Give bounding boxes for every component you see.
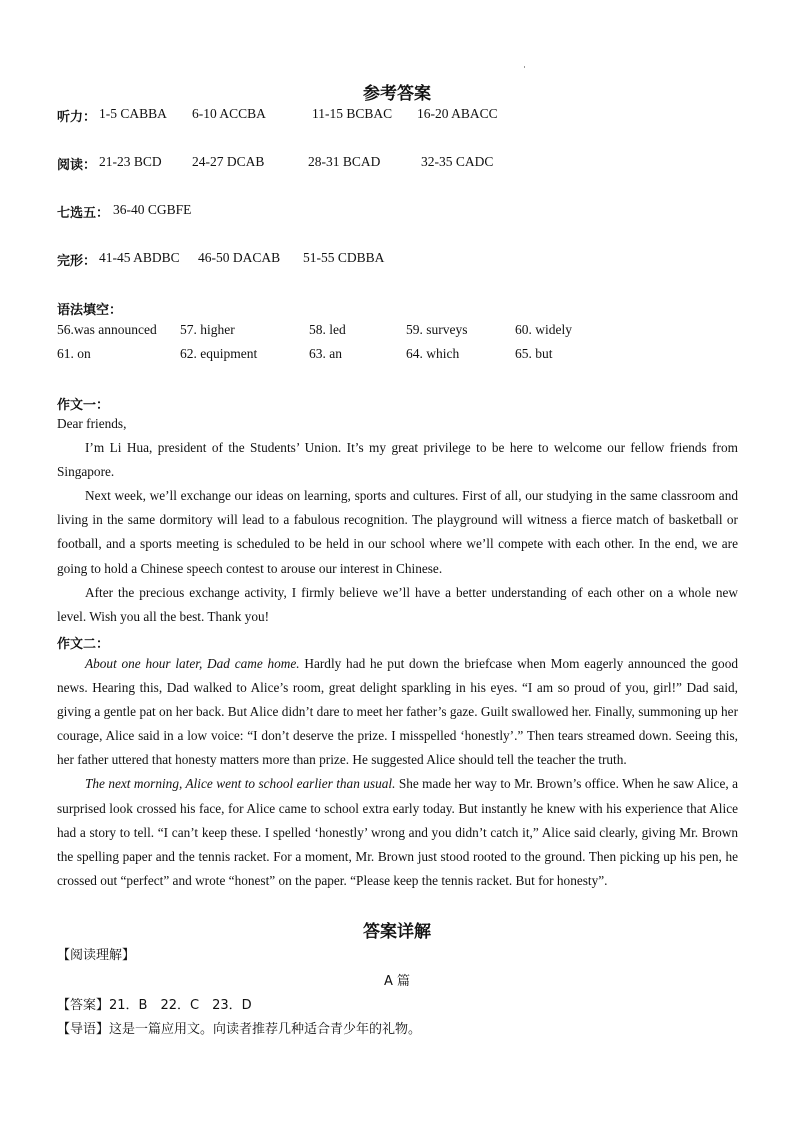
essay2-paragraph-1-rest: Hardly had he put down the briefcase when Mom eagerly announced the good news. Hearing this, Dad walked to Alice’s room, great delight sparkling in his eyes. “I am so proud of you, girl!” Dad said, giving a gentle pat on her back. But Alice didn’t dare to meet her father’s gaze. Guilt swallowed her. Finally, summoning up her courage, Alice said in a low voice: “I don’t deserve the prize. I misspelled ‘honestly’.” Then tears streamed down. Seeing this, her father uttered that honesty matters more than prize. He suggested Alice should tell the teacher the truth. <box>57 656 738 768</box>
grammar-item-62: 62. equipment <box>180 346 258 361</box>
seven-choose-five-label: 七选五： <box>57 206 110 221</box>
grammar-label: 语法填空： <box>57 303 123 318</box>
essay2-paragraph-2 <box>57 772 738 892</box>
speck <box>524 66 525 68</box>
essay1-body <box>57 412 738 629</box>
listening-group-1: 1-5 CABBA <box>99 106 167 121</box>
seven-choose-five-row <box>57 202 192 221</box>
listening-group-4: 16-20 ABACC <box>417 106 498 121</box>
essay1-paragraph-2: Next week, we’ll exchange our ideas on learning, sports and cultures. First of all, our studying in the same classroom and living in the same dormitory will lead to a fabulous recognition. The playground will witness a fierce match of basketball or football, and a sports meeting is scheduled to be held in our school where we’ll compete with each other. In the end, we are going to hold a Chinese speech contest to arouse our interest in Chinese. <box>57 488 738 576</box>
essay2-body <box>57 652 738 893</box>
answer-line: 【答案】21．B 22．C 23．D <box>57 998 252 1013</box>
essay1-salutation: Dear friends, <box>57 416 127 431</box>
cloze-row <box>57 250 385 269</box>
listening-label: 听力： <box>57 110 97 125</box>
essay1-label: 作文一： <box>57 398 110 413</box>
essay2-paragraph-1-lead: About one hour later, Dad came home. <box>85 656 300 671</box>
guide-line: 【导语】这是一篇应用文。向读者推荐几种适合青少年的礼物。 <box>57 1022 422 1037</box>
cloze-label: 完形： <box>57 254 97 269</box>
grammar-item-61: 61. on <box>57 346 91 361</box>
essay2-paragraph-2-rest: She made her way to Mr. Brown’s office. When he saw Alice, a surprised look crossed his face, for Alice came to school extra early today. But instantly he knew with his experience that Alice had a story to tell. “I can’t keep these. I spelled ‘honestly’ wrong and you didn’t catch it,” Alice said clearly, giving Mr. Brown the spelling paper and the tennis racket. For a moment, Mr. Brown just stood rooted to the ground. Then picking up his pen, he crossed out “perfect” and wrote “honest” on the paper. “Please keep the tennis racket. But for honesty”. <box>57 776 738 888</box>
reading-group-4: 32-35 CADC <box>421 154 494 169</box>
grammar-item-60: 60. widely <box>515 322 572 337</box>
listening-group-2: 6-10 ACCBA <box>192 106 266 121</box>
grammar-item-63: 63. an <box>309 346 342 361</box>
essay2-paragraph-1 <box>57 652 738 772</box>
essay1-paragraph-1: I’m Li Hua, president of the Students’ Union. It’s my great privilege to be here to welcome our fellow friends from Singapore. <box>57 440 738 480</box>
essay1-paragraph-3: After the precious exchange activity, I firmly believe we’ll have a better understanding of each other on a whole new level. Wish you all the best. Thank you! <box>57 584 738 624</box>
essay2-paragraph-2-lead: The next morning, Alice went to school earlier than usual. <box>85 776 396 792</box>
reading-group-1: 21-23 BCD <box>99 154 162 169</box>
passage-label: A 篇 <box>383 974 411 989</box>
seven-choose-five-group-1: 36-40 CGBFE <box>113 202 192 217</box>
reading-label: 阅读： <box>57 158 97 173</box>
explanation-title: 答案详解 <box>363 922 431 942</box>
page-title: 参考答案 <box>363 84 431 104</box>
cloze-group-2: 46-50 DACAB <box>198 250 281 265</box>
listening-group-3: 11-15 BCBAC <box>312 106 393 121</box>
reading-row <box>57 154 494 173</box>
cloze-group-3: 51-55 CDBBA <box>303 250 385 265</box>
grammar-item-56: 56.was announced <box>57 322 157 337</box>
grammar-item-58: 58. led <box>309 322 346 337</box>
grammar-item-57: 57. higher <box>180 322 235 337</box>
grammar-item-65: 65. but <box>515 346 553 361</box>
cloze-group-1: 41-45 ABDBC <box>99 250 180 265</box>
grammar-item-59: 59. surveys <box>406 322 468 337</box>
essay2-label: 作文二： <box>57 637 110 652</box>
grammar-item-64: 64. which <box>406 346 460 361</box>
listening-row <box>57 106 498 125</box>
explanation-section: 【阅读理解】 <box>57 948 136 963</box>
reading-group-2: 24-27 DCAB <box>192 154 265 169</box>
reading-group-3: 28-31 BCAD <box>308 154 381 169</box>
